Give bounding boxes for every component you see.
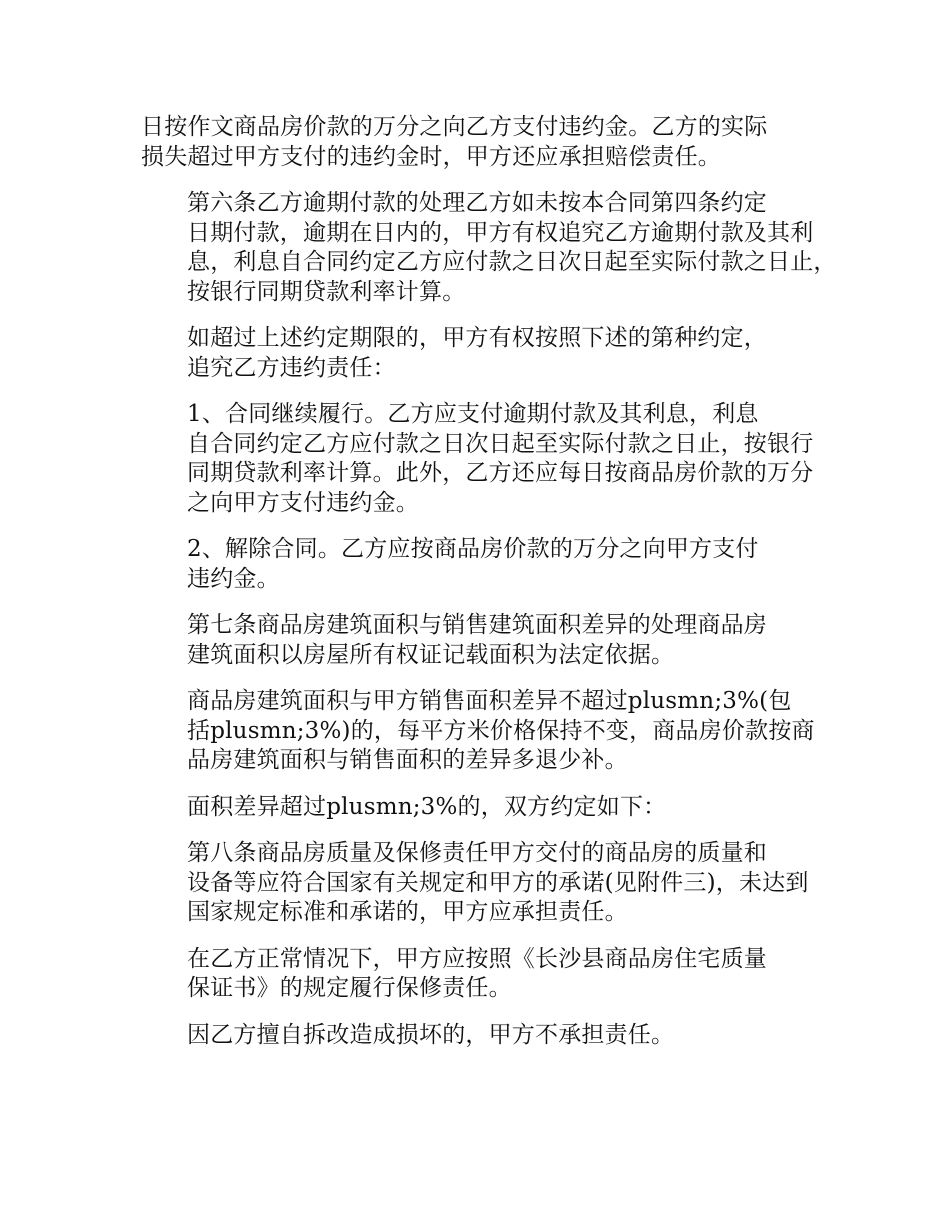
text-line: 如超过上述约定期限的，甲方有权按照下述的第种约定，	[187, 325, 767, 351]
paragraph	[141, 400, 821, 518]
text-line: 第七条商品房建筑面积与销售建筑面积差异的处理商品房	[187, 612, 767, 638]
text-line: 1、合同继续履行。乙方应支付逾期付款及其利息，利息	[187, 401, 759, 427]
document-body	[141, 113, 837, 1067]
text-line: 面积差异超过plusmn;3%的，双方约定如下：	[187, 793, 667, 820]
paragraph	[141, 113, 821, 172]
text-line: 之向甲方支付违约金。	[187, 489, 419, 516]
paragraph	[141, 945, 821, 1004]
text-line: 自合同约定乙方应付款之日次日起至实际付款之日止，按银行	[187, 430, 814, 457]
text-line: 因乙方擅自拆改造成损坏的，甲方不承担责任。	[187, 1021, 675, 1048]
text-line: 品房建筑面积与销售面积的差异多退少补。	[187, 747, 628, 773]
text-line: 第六条乙方逾期付款的处理乙方如未按本合同第四条约定	[187, 190, 767, 216]
paragraph	[141, 687, 821, 776]
text-line: 追究乙方违约责任：	[187, 354, 396, 381]
paragraph	[141, 793, 821, 823]
paragraph	[141, 1021, 821, 1051]
paragraph	[141, 535, 821, 594]
text-line: 在乙方正常情况下，甲方应按照《长沙县商品房住宅质量	[187, 945, 767, 972]
text-line: 保证书》的规定履行保修责任。	[187, 975, 512, 1001]
text-line: 日按作文商品房价款的万分之向乙方支付违约金。乙方的实际	[141, 114, 768, 140]
text-line: 日期付款，逾期在日内的，甲方有权追究乙方逾期付款及其利	[187, 219, 814, 246]
paragraph	[141, 189, 837, 307]
text-line: 商品房建筑面积与甲方销售面积差异不超过plusmn;3%(包	[187, 688, 792, 714]
text-line: 2、解除合同。乙方应按商品房价款的万分之向甲方支付	[187, 536, 759, 562]
text-line: 同期贷款利率计算。此外，乙方还应每日按商品房价款的万分	[187, 460, 814, 486]
paragraph	[141, 839, 821, 928]
text-line: 括plusmn;3%)的，每平方米价格保持不变，商品房价款按商	[187, 717, 815, 744]
text-line: 建筑面积以房屋所有权证记载面积为法定依据。	[187, 641, 675, 668]
text-line: 设备等应符合国家有关规定和甲方的承诺(见附件三)，未达到	[187, 869, 809, 896]
text-line: 国家规定标准和承诺的，甲方应承担责任。	[187, 899, 628, 925]
text-line: 第八条商品房质量及保修责任甲方交付的商品房的质量和	[187, 840, 767, 866]
paragraph	[141, 324, 821, 383]
text-line: 息，利息自合同约定乙方应付款之日次日起至实际付款之日止，	[187, 249, 837, 275]
paragraph	[141, 611, 821, 670]
text-line: 损失超过甲方支付的违约金时，甲方还应承担赔偿责任。	[141, 143, 721, 170]
text-line: 按银行同期贷款利率计算。	[187, 278, 466, 305]
text-line: 违约金。	[187, 565, 280, 592]
